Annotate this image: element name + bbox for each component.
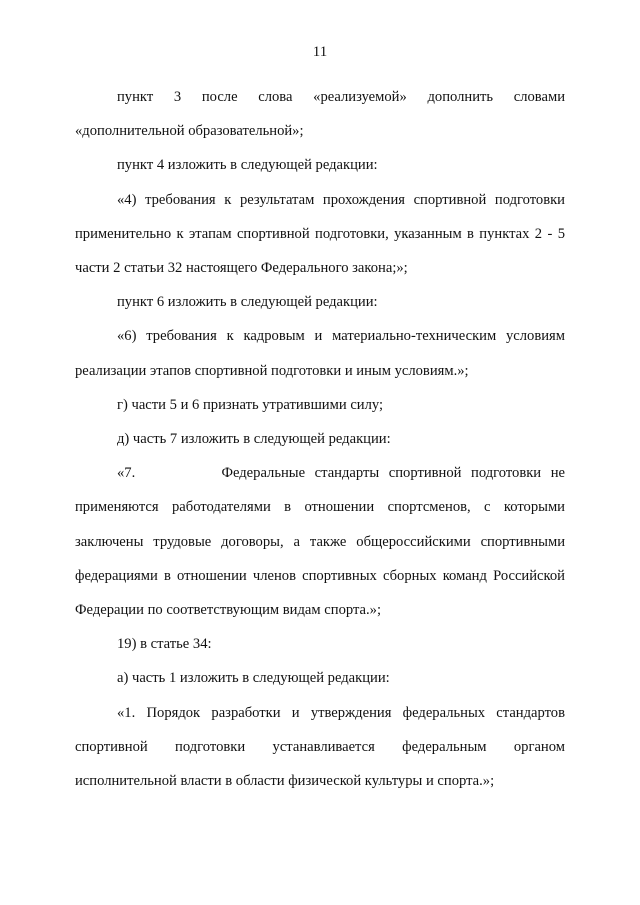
paragraph-g: г) части 5 и 6 признать утратившими силу; — [117, 396, 384, 413]
part-7-text: Федеральные стандарты спортивной подготовки не применяются работодателями в отношении спортсменов, с которыми заключены трудовые договоры, а также общероссийскими спортивными федерациями в отношении членов спортивных сборных команд Российской Федерации по соответствующим видам спорта.»; — [75, 465, 565, 619]
part-7-number: «7. — [117, 465, 136, 482]
paragraph-item-3: пункт 3 после слова «реализуемой» дополнить словами «дополнительной образовательной»; — [75, 89, 565, 140]
paragraph-part-1: «1. Порядок разработки и утверждения федеральных стандартов спортивной подготовки устанавливается федеральным органом исполнительной власти в области физической культуры и спорта.»; — [75, 704, 565, 790]
paragraph-item-4-text: «4) требования к результатам прохождения спортивной подготовки применительно к этапам спортивной подготовки, указанным в пунктах 2 - 5 части 2 статьи 32 настоящего Федерального закона;»; — [75, 191, 565, 277]
paragraph-item-4-intro: пункт 4 изложить в следующей редакции: — [117, 157, 378, 174]
paragraph-part-7 — [75, 456, 565, 627]
paragraph-article-34: 19) в статье 34: — [117, 636, 212, 653]
page-number: 11 — [312, 44, 328, 60]
document-body — [75, 80, 565, 798]
paragraph-item-6-intro: пункт 6 изложить в следующей редакции: — [117, 294, 378, 311]
paragraph-d: д) часть 7 изложить в следующей редакции: — [117, 431, 391, 448]
paragraph-a: а) часть 1 изложить в следующей редакции: — [117, 670, 390, 687]
paragraph-item-6-text: «6) требования к кадровым и материально-техническим условиям реализации этапов спортивной подготовки и иным условиям.»; — [75, 328, 565, 379]
